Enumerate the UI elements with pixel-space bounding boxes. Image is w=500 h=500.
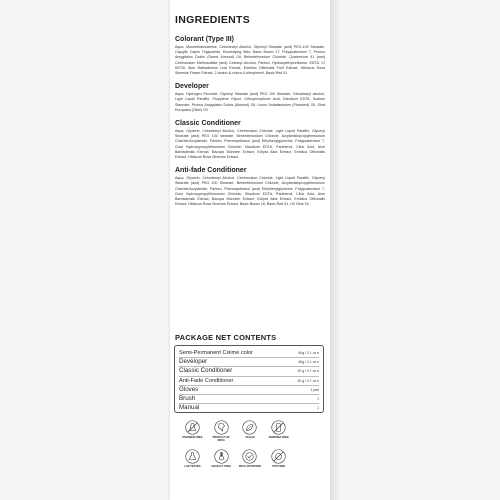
package-row: [179, 386, 319, 395]
package-row: [179, 377, 319, 386]
box-side-edge: [330, 0, 339, 500]
package-item-qty: 60g / 2.1 oz e: [298, 351, 319, 355]
package-contents-table: [174, 345, 324, 413]
badge-label: LAB TESTED: [184, 465, 201, 468]
badge-product-of-india: [207, 420, 236, 442]
badge-label: PRODUCT OF INDIA: [212, 436, 230, 442]
package-heading: PACKAGE NET CONTENTS: [175, 333, 277, 342]
section-text: Aqua, Monoethanolamine, Cetostearyl Alcohol, Glyceryl Stearate (and) PEG-100 Stearate, Caprylic Capric Triglyceride, Emulsifying Wax, Basic Brown 17, Polyquaternium 7, Prunus Amygdalus Dulcis (Sweet Almond) Oil, Behentrimonium Chloride, Quaternium 91 (and) Cetrimonium Methosulfate (and) Cetearyl Alcohol, Parfum, Hydroxyethylcellulose, EDTA, CI 60730, Aloe Barbadensis Leaf Extract, Emblica Officinalis Fruit Extract, Hibiscus Rosa Sinensis Flower Extract, 2-amino-6-chloro-4-nitrophenol, Basic Red 51: [175, 45, 325, 76]
package-item-name: Developer: [179, 358, 208, 366]
product-box-panel: [170, 0, 330, 500]
package-item-qty: 20 g / 0.7 oz e: [297, 369, 319, 374]
india-map-icon: [214, 420, 229, 435]
section-text: Aqua, Glycerin, Cetostearyl Alcohol, Cetrimonium Chloride, Light Liquid Paraffin, Glyceryl Stearate (and) PEG 100 stearate, Behentrimonium Chloride, Acrylamidopropyltrimonium Chloride/Acrylamide, Parfum, Phenoxyethanol (and) Ethylhexylglycerine, Polyquaternium 7, Guar Hydroxypropyltrimonium Chloride, Disodium EDTA, Panthenol, Citric Acid, Aloe Barbadensis Extract, Bacopa Monnieri Extract, Eclipta Alba Extract, Emblica Officinalis Extract, Hibiscus Rosa Sinensis Extract.: [175, 129, 325, 160]
badge-ammonia-free: [264, 420, 293, 442]
ammonia-free-icon: [271, 420, 286, 435]
package-item-qty: 1: [317, 406, 319, 411]
badge-vegan: [236, 420, 265, 442]
vegan-leaf-icon: [242, 420, 257, 435]
package-row: [179, 395, 319, 404]
package-item-name: Brush: [179, 394, 196, 402]
section-anti-fade-conditioner: [175, 167, 325, 207]
package-item-name: Gloves: [179, 385, 199, 393]
badge-label: VEGAN: [245, 436, 255, 439]
section-colorant: [175, 36, 325, 76]
paraben-free-icon: [185, 420, 200, 435]
badge-label: AMMONIA FREE: [268, 436, 289, 439]
package-item-name: Manual: [179, 404, 200, 412]
package-item-qty: 20 g / 0.7 oz e: [297, 378, 319, 383]
cruelty-free-rabbit-icon: [214, 449, 229, 464]
badge-label: PARABEN FREE: [182, 436, 203, 439]
package-item-name: Semi-Permanent Crème color: [179, 350, 253, 356]
badge-label: PPD FREE: [272, 465, 286, 468]
ingredients-area: [175, 14, 325, 214]
package-item-qty: 1: [317, 396, 319, 401]
lab-flask-icon: [185, 449, 200, 464]
certification-badges: [178, 420, 322, 468]
section-developer: [175, 83, 325, 113]
package-item-qty: 1 pair: [310, 387, 319, 392]
package-row: [179, 349, 319, 358]
badge-cruelty-free: [207, 449, 236, 468]
ingredients-heading: INGREDIENTS: [175, 14, 251, 26]
badge-ppd-free: [264, 449, 293, 468]
package-row: [179, 367, 319, 376]
package-item-name: Classic Conditioner: [179, 367, 233, 375]
badge-lab-tested: [178, 449, 207, 468]
section-text: Aqua, Glycerin, Cetostearyl Alcohol, Cetrimonium Chloride, Light Liquid Paraffin, Glyceryl Stearate (and) PEG 100 Stearate, Behentrimonium Chloride, Acrylamidopropyltrimonium Chloride/Acrylamide, Parfum, Phenoxyethanol (and) Ethylhexylglycerine, Polyquaternium 7, Guar Hydroxypropyltrimonium Chloride, Disodium EDTA, Panthenol, Citric Acid, Aloe Barbadensis Extract, Bacopa Monnieri Extract, Eclipta Alba Extract, Emblica Officinalis Extract, Hibiscus Rosa Sinensis Extract, Basic Brown 16, Basic Red 51, HC Blue 16: [175, 176, 325, 207]
badge-fdca-approved: [236, 449, 265, 468]
ppd-free-icon: [271, 449, 286, 464]
section-title: Anti-fade Conditioner: [175, 167, 247, 175]
badge-label: FDCA APPROVED: [238, 465, 262, 468]
package-row: [179, 404, 319, 412]
badge-empty: [293, 420, 322, 442]
section-classic-conditioner: [175, 120, 325, 160]
badge-label: CRUELTY FREE: [211, 465, 232, 468]
section-title: Developer: [175, 83, 209, 91]
section-text: Aqua, Hydrogen Peroxide, Glyceryl Stearate (and) PEG 100 Stearate, Cetostearyl alcohol, Light Liquid Paraffin, Propylene Glycol, Orthophosphoric Acid, Disodium EDTA, Sodium Stannate, Prunus Amygdalus Dulcis (Almond) Oil, Linum Usitatissimum (Flaxseed) Oil, Olea Europaea (Olive) Oil: [175, 92, 325, 112]
package-row: [179, 358, 319, 367]
section-title: Classic Conditioner: [175, 120, 241, 128]
badge-paraben-free: [178, 420, 207, 442]
section-title: Colorant (Type III): [175, 36, 234, 43]
package-item-qty: 60g / 2.1 oz e: [298, 360, 319, 365]
approved-seal-icon: [242, 449, 257, 464]
package-item-name: Anti-Fade Conditioner: [179, 377, 234, 384]
